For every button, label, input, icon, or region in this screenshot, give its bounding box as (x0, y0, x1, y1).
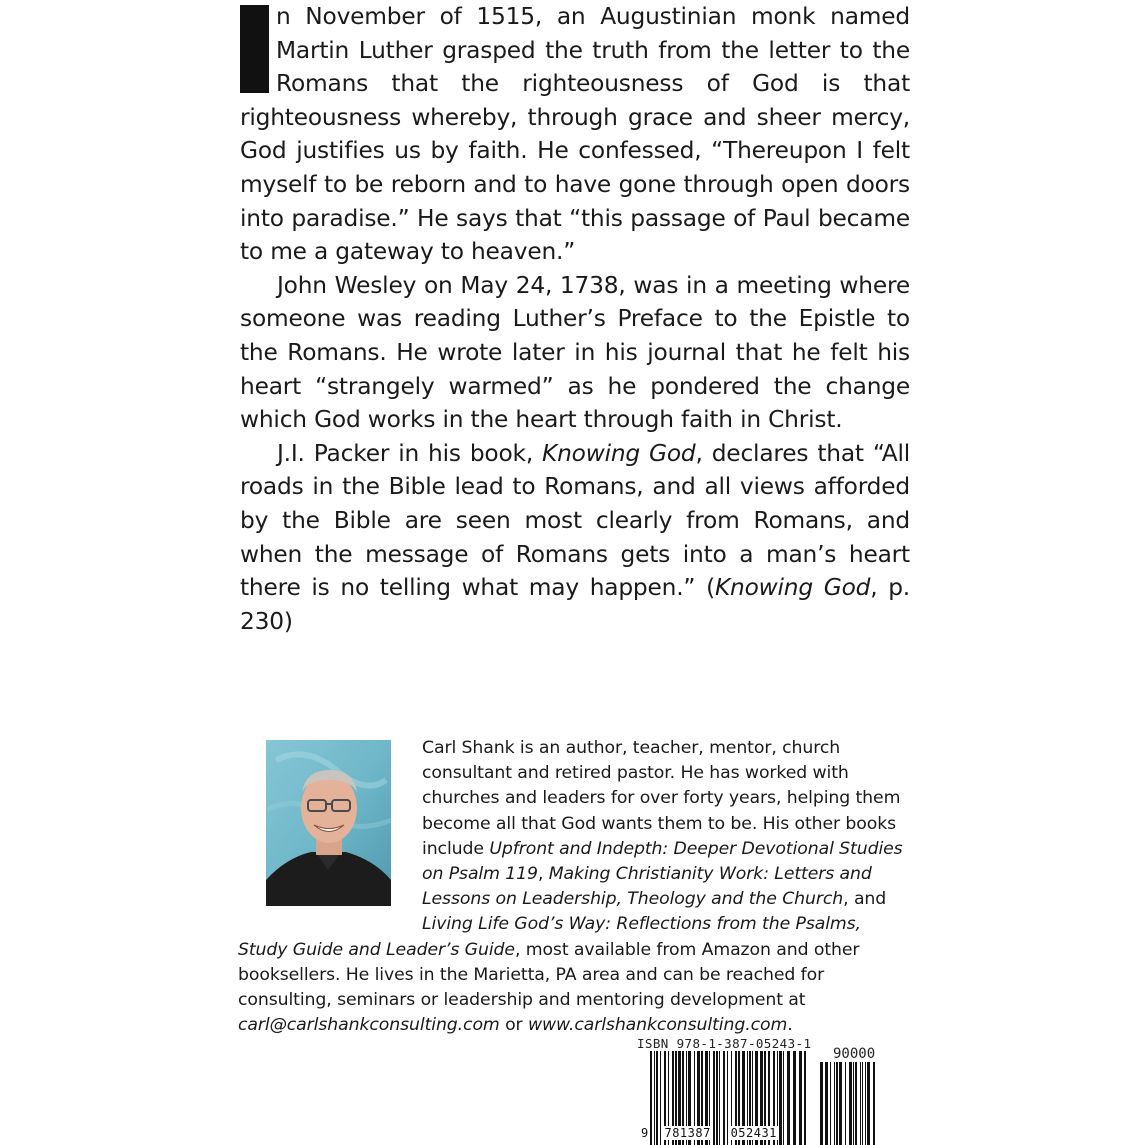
packer-text-b: , declares that “All roads in the Bible lead to Romans, and all views afforded by the Bible are seen most clearly from Romans, and when the message of Romans gets into a man’s heart there is no telling what may happen.” ( (240, 439, 910, 602)
price-code: 90000 (833, 1046, 876, 1062)
bio-text-middle: , most available from Amazon and other booksellers. He lives in the Marietta, PA area and can be reached for consulting, seminars or leadership and mentoring development at (238, 939, 860, 1011)
barcode-bar (845, 1062, 846, 1145)
paragraph-luther-text: n November of 1515, an Augustinian monk named Martin Luther grasped the truth from the letter to the Romans that the righteousness of God is that righteousness whereby, through grace and sheer mercy, God justifies us by faith. He confessed, “Thereupon I felt myself to be reborn and to have gone through open doors into paradise.” He says that “this passage of Paul became to me a gateway to heaven.” (240, 3, 910, 266)
barcode-bar (836, 1062, 838, 1145)
book-title-upfront: Upfront and Indepth: Deeper Devotional Studies on Psalm 119 (422, 838, 903, 885)
bio-sep-1: , (537, 864, 549, 885)
isbn-label: ISBN 978-1-387-05243-1 (637, 1036, 812, 1051)
drop-cap-letter-i (240, 5, 269, 93)
barcode-bar (860, 1062, 861, 1145)
bio-sep-2: , and (843, 889, 887, 910)
barcode-bar (825, 1062, 828, 1145)
barcode-bar (820, 1062, 823, 1145)
barcode-bar (865, 1062, 866, 1145)
author-bio (238, 736, 910, 1038)
book-title-making-christianity-work: Making Christianity Work: Letters and Lessons on Leadership, Theology and the Church (422, 864, 872, 910)
bio-text-intro: Carl Shank is an author, teacher, mentor, church consultant and retired pastor. He has worked with churches and leaders for over forty years, helping them become all that God wants them to be. His other books include (422, 738, 901, 859)
paragraph-luther (240, 0, 910, 269)
bio-text-or: or (499, 1015, 528, 1036)
website-link[interactable]: www.carlshankconsulting.com (527, 1015, 788, 1036)
barcode-digits-right: 052431 (730, 1126, 777, 1140)
barcode-bar (867, 1062, 870, 1145)
paragraph-wesley: John Wesley on May 24, 1738, was in a meeting where someone was reading Luther’s Preface to the Epistle to the Romans. He wrote later in his journal that he felt his heart “strangely warmed” as he pondered the change which God works in the heart through faith in Christ. (240, 271, 910, 434)
barcode-bar (830, 1062, 831, 1145)
book-title-living-life: Living Life God’s Way: Reflections from the Psalms, Study Guide and Leader’s Guide (238, 914, 861, 960)
barcode-digits-left: 781387 (664, 1126, 711, 1140)
barcode-digits (640, 1126, 815, 1140)
book-title-knowing-god: Knowing God (542, 439, 696, 467)
barcode-bar (839, 1062, 842, 1145)
barcode-bar (873, 1062, 875, 1145)
barcode-digit-first: 9 (641, 1126, 649, 1140)
email-link[interactable]: carl@carlshankconsulting.com (238, 1015, 500, 1036)
packer-text-c: , p. 230) (240, 574, 910, 635)
barcode-bar (862, 1062, 863, 1145)
barcode-bar (849, 1062, 852, 1145)
main-text (240, 0, 910, 638)
citation-book-title: Knowing God (714, 574, 871, 602)
barcode-bar (834, 1062, 835, 1145)
barcode-bar (855, 1062, 857, 1145)
price-barcode-icon (819, 1062, 879, 1145)
bio-text-end: . (787, 1015, 793, 1036)
packer-text-a: J.I. Packer in his book, (277, 439, 543, 467)
barcode-bar (853, 1062, 854, 1145)
paragraph-packer (240, 437, 910, 639)
photo-spacer (238, 736, 422, 928)
